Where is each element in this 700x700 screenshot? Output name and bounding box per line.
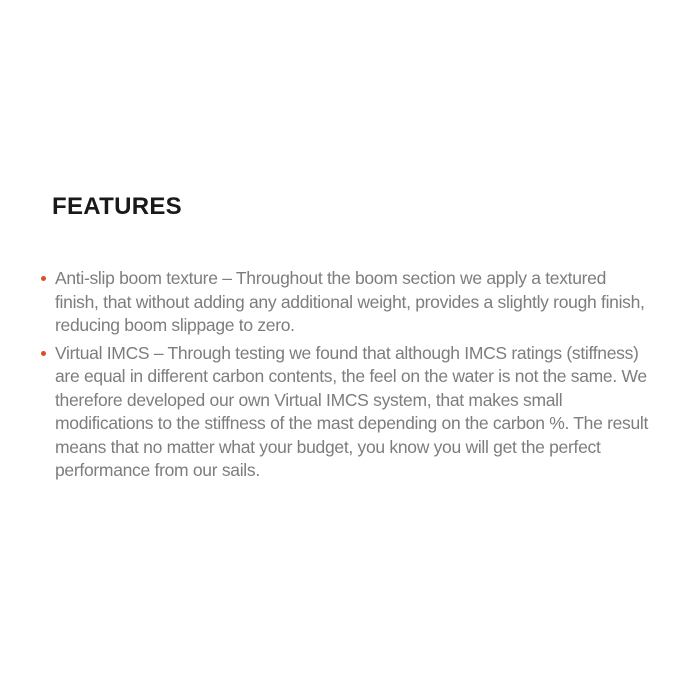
feature-text: Virtual IMCS – Through testing we found that although IMCS ratings (stiffness) are equal in different carbon contents, the feel on the water is not the same. We therefore developed our own Virtual IMCS system, that makes small modifications to the stiffness of the mast depending on the carbon %. The result means that no matter what your budget, you know you will get the perfect performance from our sails.	[55, 342, 649, 480]
bullet-dot-icon	[41, 276, 46, 281]
feature-text: Anti-slip boom texture – Throughout the boom section we apply a textured finish, that without adding any additional weight, provides a slightly rough finish, reducing boom slippage to zero.	[55, 268, 645, 335]
feature-item-anti-slip-boom-texture	[55, 267, 653, 338]
features-list	[55, 267, 653, 487]
bullet-dot-icon	[41, 351, 46, 356]
features-heading: FEATURES	[52, 193, 182, 220]
feature-item-virtual-imcs	[55, 342, 653, 483]
